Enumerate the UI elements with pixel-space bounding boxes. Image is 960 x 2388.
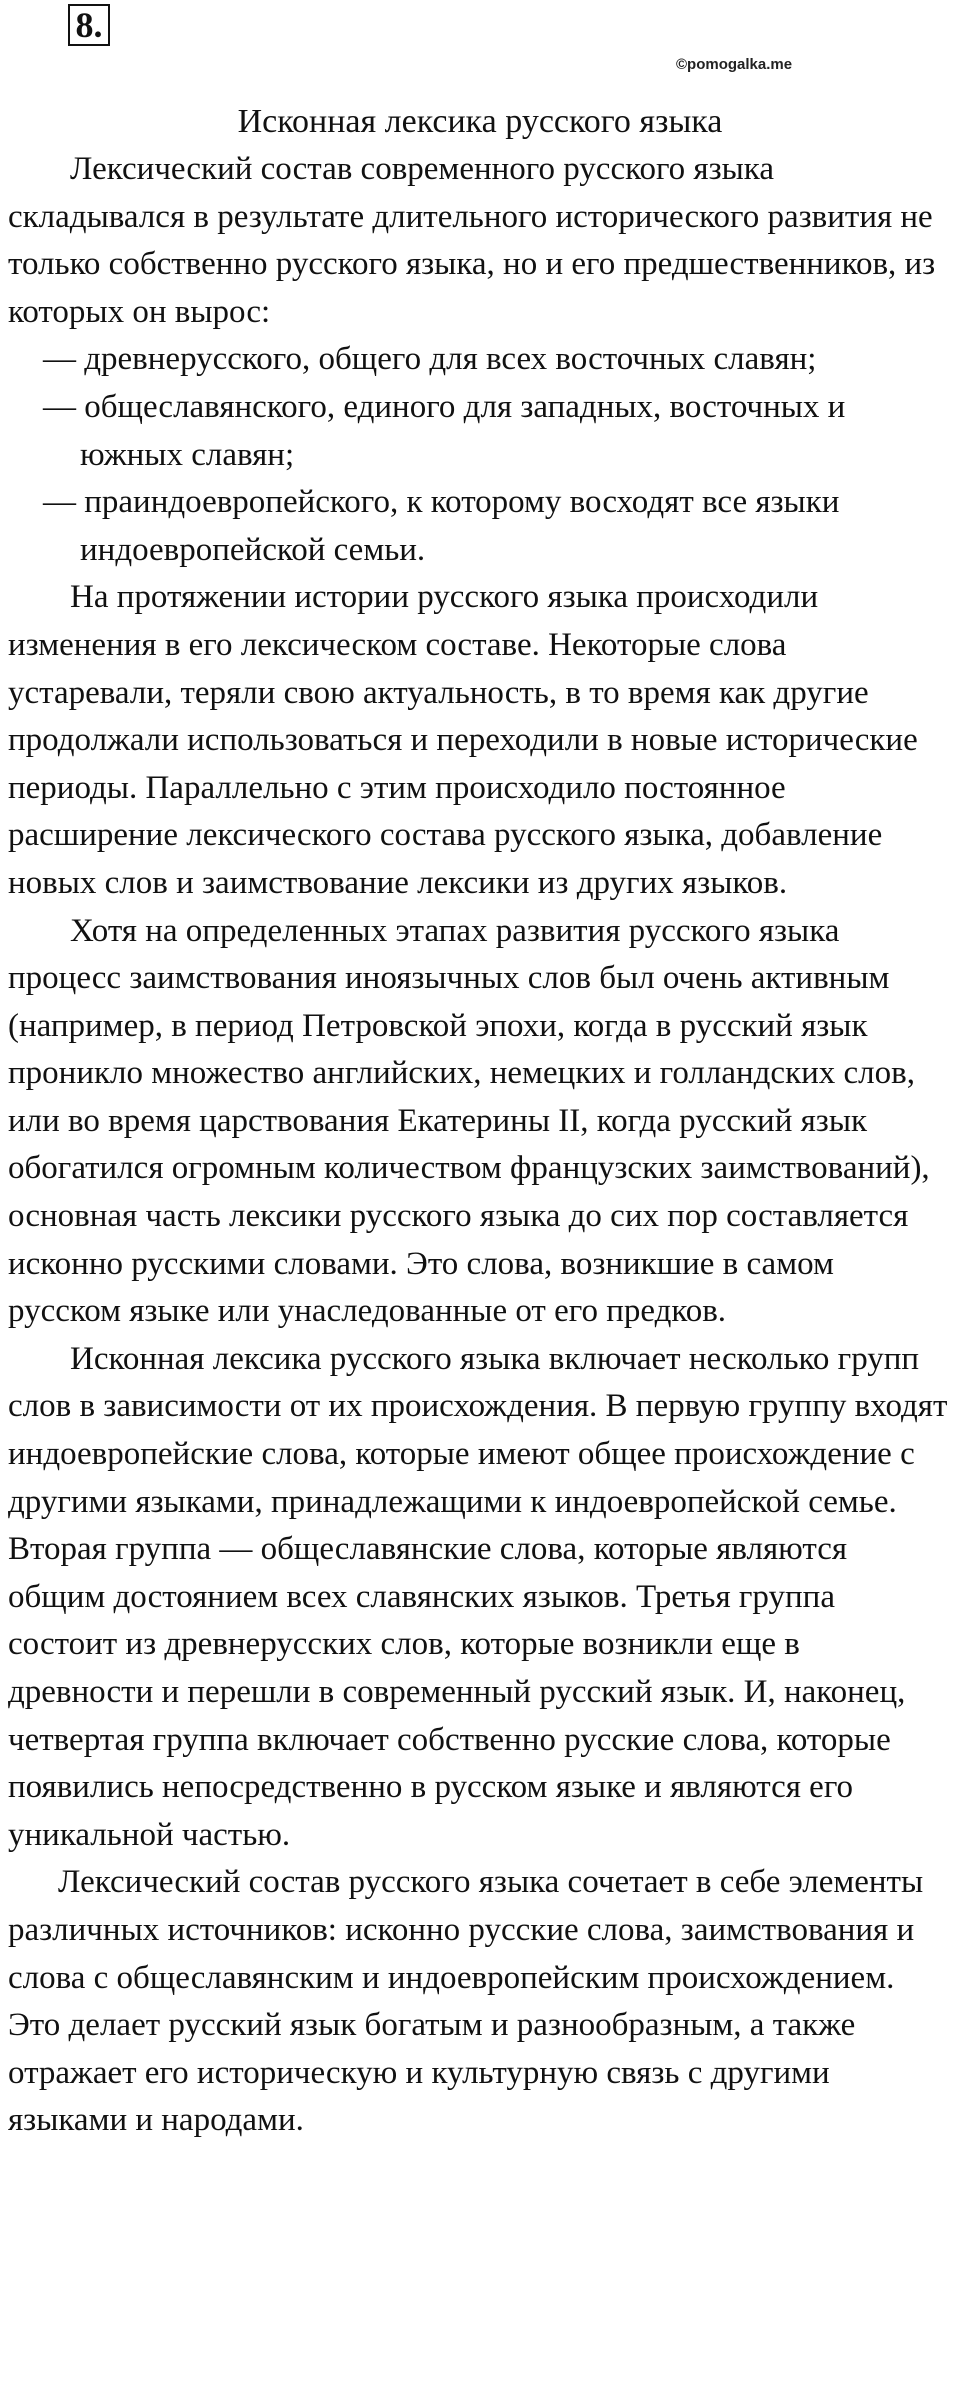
paragraph-1: Лексический состав современного русского языка складывался в результате длительного исторического развития не только собственно русского языка, но и его предшественников, из которых он вырос:: [8, 151, 936, 330]
list-item-2: — общеславянского, единого для западных, восточных и южных славян;: [43, 388, 846, 473]
paragraph-2: На протяжении истории русского языка происходили изменения в его лексическом составе. Некоторые слова устаревали, теряли свою актуальность, в то время как другие продолжали использоваться и переходили в новые исторические периоды. Параллельно с этим происходило постоянное расширение лексического состава русского языка, добавление новых слов и заимствование лексики из других языков.: [8, 579, 918, 901]
paragraph-5: Лексический состав русского языка сочетает в себе элементы различных источников: исконно русские слова, заимствования и слова с общеславянским и индоевропейским происхождением. Это делает русский язык богатым и разнообразным, а также отражает его историческую и культурную связь с другими языками и народами.: [8, 1864, 924, 2139]
document-title: Исконная лексика русского языка: [237, 103, 723, 140]
paragraph-3: Хотя на определенных этапах развития русского языка процесс заимствования иноязычных слов был очень активным (например, в период Петровской эпохи, когда в русский язык проникло множество английских, немецких и голландских слов, или во время царствования Екатерины II, когда русский язык обогатился огромным количеством французских заимствований), основная часть лексики русского языка до сих пор составляется исконно русскими словами. Это слова, возникшие в самом русском языке или унаследованные от его предков.: [8, 912, 930, 1330]
task-number-box: 8.: [68, 4, 110, 46]
list-item-3: — праиндоевропейского, к которому восходят все языки индоевропейской семьи.: [43, 484, 840, 568]
paragraph-4: Исконная лексика русского языка включает несколько групп слов в зависимости от их происхождения. В первую группу входят индоевропейские слова, которые имеют общее происхождение с другими языками, принадлежащими к индоевропейской семье. Вторая группа — общеславянские слова, которые являются общим достоянием всех славянских языков. Третья группа состоит из древнерусских слов, которые возникли еще в древности и перешли в современный русский язык. И, наконец, четвертая группа включает собственно русские слова, которые появились непосредственно в русском языке и являются его уникальной частью.: [8, 1340, 948, 1853]
document-body: [8, 146, 948, 2145]
watermark: ©pomogalka.me: [676, 56, 793, 73]
list-item-1: — древнерусского, общего для всех восточных славян;: [43, 341, 817, 378]
